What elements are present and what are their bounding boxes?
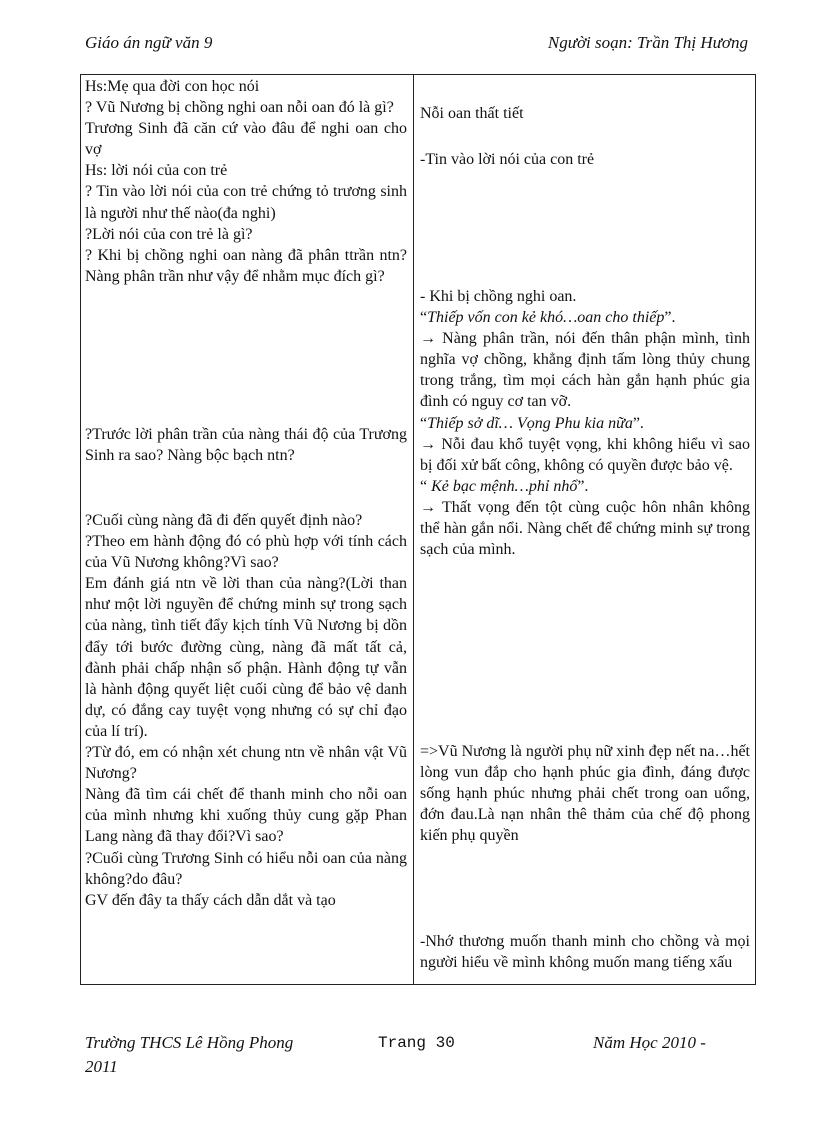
left-line: ?Cuối cùng nàng đã đi đến quyết định nào? [85,512,363,529]
left-block-2 [85,424,407,466]
right-line: Nỗi oan thất tiết [420,105,524,122]
quote-line: “Thiếp vốn con kẻ khó…oan cho thiếp”. [420,309,676,327]
footer-school-year-end: 2011 [85,1057,118,1076]
left-block-1 [85,76,407,287]
left-line: ? Khi bị chồng nghi oan nàng đã phân ttrần ntn? Nàng phân trần như vậy để nhằm mục đích gì? [85,246,407,285]
column-divider [413,75,414,984]
quote-text: Thiếp sở dĩ… Vọng Phu kia nữa [427,414,633,432]
left-line: Hs: lời nói của con trẻ [85,162,228,180]
right-block-2 [420,149,750,170]
footer-school-year: Năm Học 2010 - [593,1033,706,1052]
right-line: =>Vũ Nương là người phụ nữ xinh đẹp nết na…hết lòng vun đắp cho hạnh phúc gia đình, đáng được sống hạnh phúc nhưng phải chết trong oan uổng, đớn đau.Là nạn nhân thê thảm của chế độ phong kiến phụ quyền [420,743,750,845]
header-author: Người soạn: Trần Thị Hương [547,33,748,52]
left-line: ?Trước lời phân trần của nàng thái độ của Trương Sinh ra sao? Nàng bộc bạch ntn? [85,426,407,465]
left-line: ? Tin vào lời nói của con trẻ chứng tỏ trương sinh là người như thế nào(đa nghi) [85,183,407,222]
quote-text: Kẻ bạc mệnh…phỉ nhổ [431,477,578,495]
right-line: → Thất vọng đến tột cùng cuộc hôn nhân không thể hàn gắn nổi. Nàng chết để chứng minh sự trong sạch của mình. [420,498,750,559]
right-line: -Tin vào lời nói của con trẻ [420,151,595,168]
quote-text: Thiếp vốn con kẻ khó…oan cho thiếp [427,309,665,327]
left-line: Nàng đã tìm cái chết để thanh minh cho nỗi oan của mình nhưng khi xuống thủy cung gặp Phan Lang nàng đã thay đổi?Vì sao? [85,786,407,846]
right-block-4 [420,741,750,846]
quote-line: “ Kẻ bạc mệnh…phỉ nhổ”. [420,477,589,495]
left-line: GV đến đây ta thấy cách dẫn dắt và tạo [85,891,336,909]
left-line: ?Từ đó, em có nhận xét chung ntn về nhân vật Vũ Nương? [85,744,407,783]
left-line: Trương Sinh đã căn cứ vào đâu để nghi oan cho vợ [85,120,407,159]
right-block-1 [420,103,750,124]
quote-line: “Thiếp sở dĩ… Vọng Phu kia nữa”. [420,414,644,432]
right-line: → Nỗi đau khổ tuyệt vọng, khi không hiểu vì sao bị đối xử bất công, không có quyền được bảo vệ. [420,435,750,474]
footer-school: Trường THCS Lê Hồng Phong [85,1033,294,1052]
left-line: Em đánh giá ntn về lời than của nàng?(Lời than như một lời nguyền để chứng minh sự trong sạch của nàng, tình tiết đẩy kịch tính Vũ Nương bị dồn đẩy tới bước đường cùng, nàng đã mất tất cả, đành phải chấp nhận số phận. Hành động tự vẫn là hành động quyết liệt cuối cùng để bảo vệ danh dự, có đắng cay tuyệt vọng nhưng có sự chỉ đạo của lí trí). [85,575,407,740]
right-line: -Nhớ thương muốn thanh minh cho chồng và mọi người hiểu về mình không muốn mang tiếng xấu [420,933,750,972]
left-line: Hs:Mẹ qua đời con học nói [85,78,260,95]
header-subject: Giáo án ngữ văn 9 [85,33,213,52]
right-block-5 [420,931,750,973]
footer-page-number: Trang 30 [378,1034,455,1052]
left-line: ?Lời nói của con trẻ là gì? [85,225,253,243]
left-block-3 [85,510,407,911]
right-line: - Khi bị chồng nghi oan. [420,288,577,305]
right-block-3 [420,286,750,560]
lesson-table [80,74,756,985]
right-line: → Nàng phân trần, nói đến thân phận mình, tình nghĩa vợ chồng, khẳng định tấm lòng thủy chung trong trắng, tìm mọi cách hàn gắn hạnh phúc gia đình có nguy cơ tan vỡ. [420,330,750,411]
left-line: ?Cuối cùng Trương Sinh có hiểu nỗi oan của nàng không?do đâu? [85,849,407,888]
left-line: ? Vũ Nương bị chồng nghi oan nỗi oan đó là gì? [85,99,394,117]
left-line: ?Theo em hành động đó có phù hợp với tính cách của Vũ Nương không?Vì sao? [85,533,407,572]
